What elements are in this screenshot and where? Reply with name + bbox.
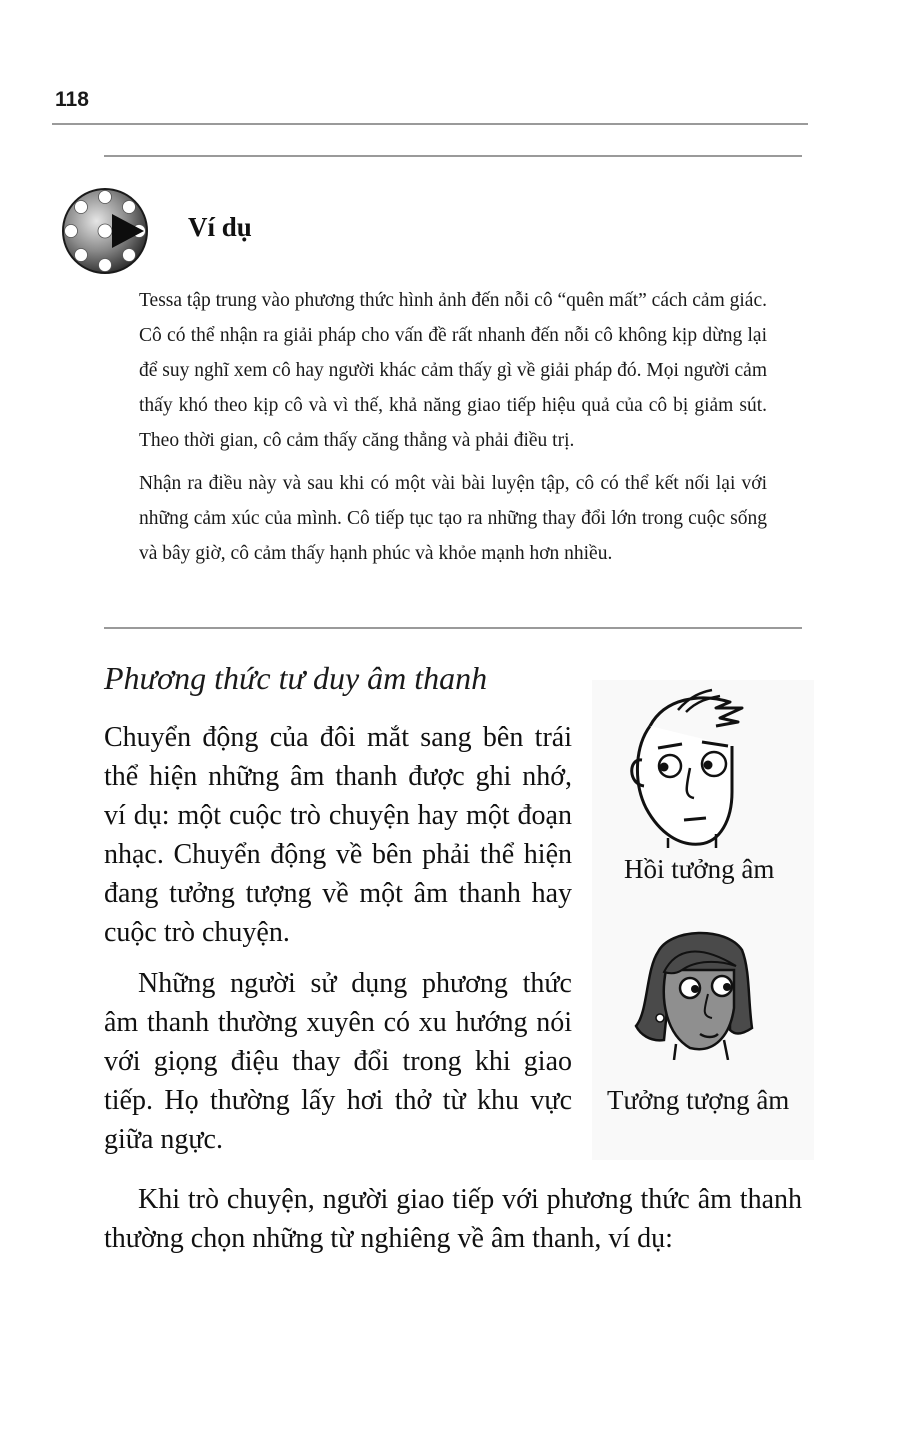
example-box-bottom-rule (104, 627, 802, 629)
main-text-column (104, 718, 572, 1171)
header-rule (52, 123, 808, 125)
example-heading: Ví dụ (188, 212, 252, 242)
man-face-illustration (620, 688, 750, 848)
section-title: Phương thức tư duy âm thanh (104, 660, 488, 696)
example-body (139, 283, 767, 579)
body-paragraph: Chuyển động của đôi mắt sang bên trái thể hiện những âm thanh được ghi nhớ, ví dụ: một cuộc trò chuyện hay một đoạn nhạc. Chuyển động về bên phải thể hiện đang tưởng tượng về một âm thanh hay cuộc trò chuyện. (104, 722, 572, 948)
example-box-top-rule (104, 155, 802, 157)
figure-caption: Tưởng tượng âm (607, 1085, 790, 1115)
example-paragraph: Nhận ra điều này và sau khi có một vài bài luyện tập, cô có thể kết nối lại với những cảm xúc của mình. Cô tiếp tục tạo ra những thay đổi lớn trong cuộc sống và bây giờ, cô cảm thấy hạnh phúc và khỏe mạnh hơn nhiều. (139, 473, 767, 564)
woman-face-illustration (630, 930, 758, 1060)
body-paragraph: Khi trò chuyện, người giao tiếp với phương thức âm thanh thường chọn những từ nghiêng về âm thanh, ví dụ: (104, 1184, 802, 1254)
figure-caption: Hồi tưởng âm (624, 854, 775, 884)
example-paragraph: Tessa tập trung vào phương thức hình ảnh đến nỗi cô “quên mất” cách cảm giác. Cô có thể nhận ra giải pháp cho vấn đề rất nhanh đến nỗi cô không kịp dừng lại để suy nghĩ xem cô hay người khác cảm thấy gì về giải pháp đó. Mọi người cảm thấy khó theo kịp cô và vì thế, khả năng giao tiếp hiệu quả của cô bị giảm sút. Theo thời gian, cô cảm thấy căng thẳng và phải điều trị. (139, 290, 767, 451)
page-number: 118 (55, 88, 89, 111)
film-reel-icon (60, 186, 150, 276)
body-paragraph: Những người sử dụng phương thức âm thanh thường xuyên có xu hướng nói với giọng điệu thay đổi trong khi giao tiếp. Họ thường lấy hơi thở từ khu vực giữa ngực. (104, 968, 572, 1155)
